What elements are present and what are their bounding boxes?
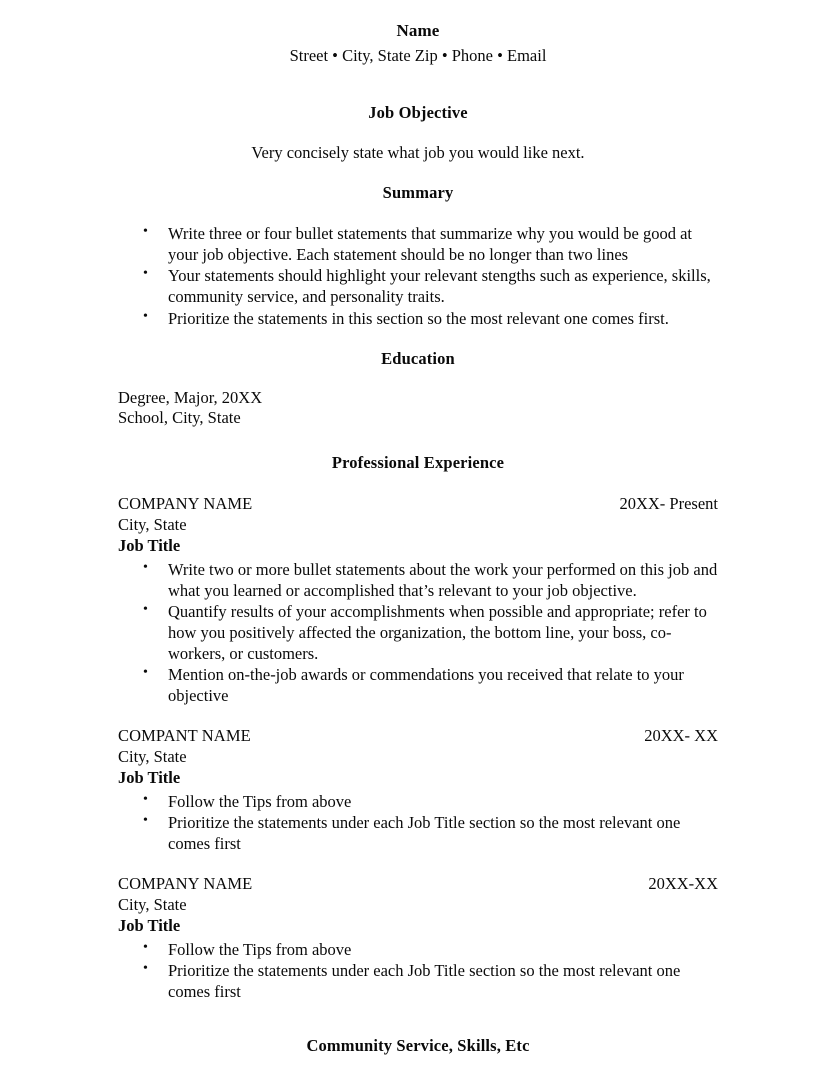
company-name: COMPANY NAME [118,494,253,514]
list-item: • Mention on-the-job awards or commendations you received that relate to your objective [118,664,718,706]
job-title: Job Title [118,916,181,936]
job-bullet-list [118,939,718,1002]
spacer [118,429,718,453]
spacer [118,123,718,143]
job-title: Job Title [118,768,181,788]
list-item: • Prioritize the statements under each Job Title section so the most relevant one comes first [118,960,718,1002]
spacer [118,854,718,874]
summary-bullet-list [118,223,718,328]
education-school-line: School, City, State [118,408,241,428]
job-date-range: 20XX-XX [648,874,718,894]
job-header-row [118,874,718,895]
list-item: • Prioritize the statements in this section so the most relevant one comes first. [118,308,718,329]
list-item: • Prioritize the statements under each Job Title section so the most relevant one comes first [118,812,718,854]
job-bullet-list [118,791,718,854]
job-bullet-list [118,559,718,706]
section-heading-community-service: Community Service, Skills, Etc [306,1036,530,1056]
section-heading-job-objective: Job Objective [368,102,468,122]
list-item: • Follow the Tips from above [118,939,718,960]
section-heading-summary: Summary [382,183,454,203]
spacer [118,329,718,349]
section-heading-education: Education [381,348,455,368]
resume-header [118,20,718,67]
job-date-range: 20XX- XX [644,726,718,746]
list-item: • Follow the Tips from above [118,791,718,812]
job-entry [118,726,718,854]
spacer [118,706,718,726]
spacer [118,67,718,103]
spacer [118,1002,718,1036]
section-heading-professional-experience: Professional Experience [331,453,505,473]
job-title: Job Title [118,536,181,556]
list-item: • Write two or more bullet statements about the work your performed on this job and what you learned or accomplished that’s relevant to your job objective. [118,559,718,601]
education-degree-line: Degree, Major, 20XX [118,387,263,407]
spacer [118,204,718,223]
company-name: COMPANY NAME [118,874,253,894]
job-entry [118,494,718,706]
job-date-range: 20XX- Present [619,494,718,514]
spacer [118,474,718,494]
list-item: • Quantify results of your accomplishments when possible and appropriate; refer to how you positively affected the organization, the bottom line, your boss, co-workers, or customers. [118,601,718,664]
job-header-row [118,726,718,747]
contact-line: Street • City, State Zip • Phone • Email [289,45,547,65]
applicant-name: Name [396,21,440,40]
job-entry [118,874,718,1002]
spacer [118,370,718,388]
job-header-row [118,494,718,515]
list-item: • Your statements should highlight your relevant stengths such as experience, skills, community service, and personality traits. [118,265,718,307]
job-location: City, State [118,895,187,915]
job-location: City, State [118,747,187,767]
spacer [118,164,718,183]
job-location: City, State [118,515,187,535]
list-item: • Write three or four bullet statements that summarize why you would be good at your job objective. Each statement should be no longer than two lines [118,223,718,265]
job-objective-body: Very concisely state what job you would like next. [251,143,585,163]
company-name: COMPANT NAME [118,726,251,746]
